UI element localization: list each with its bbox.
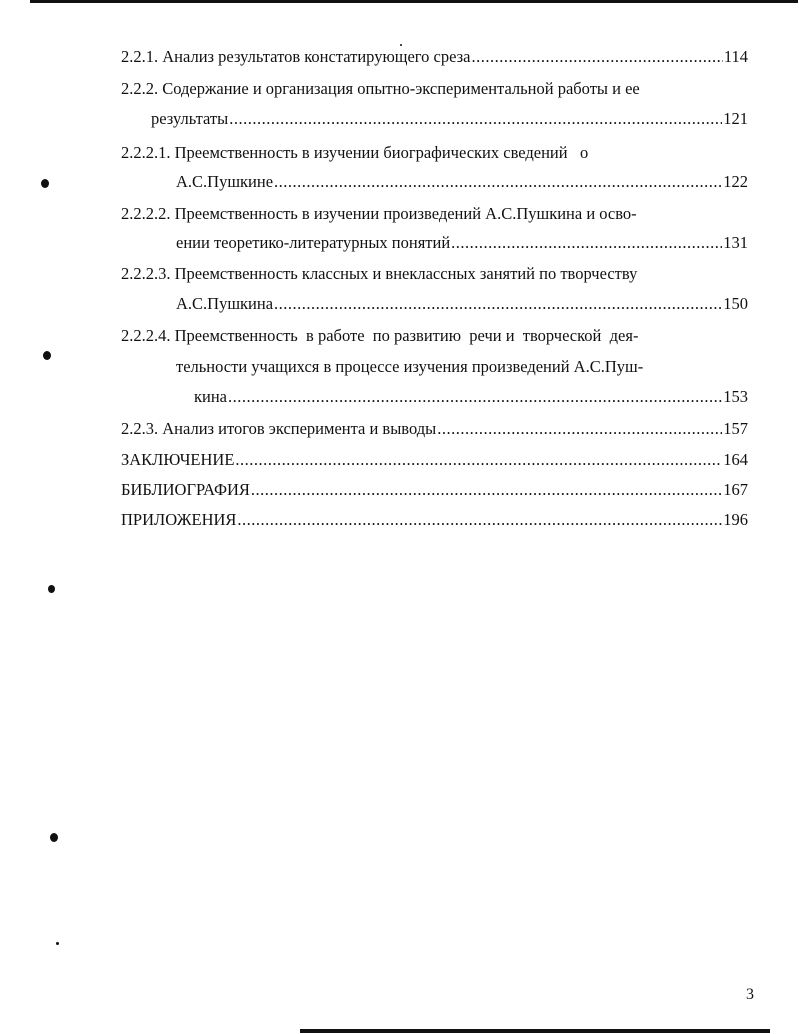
toc-entry [176,294,748,314]
toc-entry [151,109,748,129]
toc-page-number: 164 [723,450,748,469]
top-scan-edge [30,0,798,3]
toc-page-number: 150 [723,294,748,313]
toc-leader-dots [235,450,722,470]
toc-page-number: 157 [723,419,748,438]
toc-entry-title-line: 2.2.2.2. Преемственность в изучении произведений А.С.Пушкина и осво- [121,204,637,223]
toc-page-number: 114 [723,47,748,66]
toc-page-number: 121 [723,109,748,128]
page-number: 3 [746,986,754,1003]
toc-entry-title: 2.2.1. Анализ результатов констатирующего среза [121,47,471,66]
toc-leader-dots [229,109,722,129]
toc-entry [194,387,748,407]
toc-entry [176,233,748,253]
toc-entry-title: А.С.Пушкина [176,294,274,313]
toc-leader-dots [451,233,722,253]
toc-page-number: 122 [723,172,748,191]
scan-speck [48,585,55,593]
toc-entry-title-line: 2.2.2. Содержание и организация опытно-экспериментальной работы и ее [121,79,640,98]
toc-entry-title-line: 2.2.2.1. Преемственность в изучении биографических сведений о [121,143,589,162]
scan-speck [41,179,49,188]
toc-entry-title: ЗАКЛЮЧЕНИЕ [121,450,235,469]
scan-speck [400,44,402,46]
toc-leader-dots [251,480,722,500]
toc-entry [121,510,748,530]
toc-leader-dots [228,387,722,407]
toc-leader-dots [274,294,722,314]
toc-entry-title-line: 2.2.2.3. Преемственность классных и внеклассных занятий по творчеству [121,264,638,283]
scan-speck [43,351,51,360]
toc-leader-dots [471,47,722,67]
toc-entry [121,47,748,67]
bottom-scan-edge [300,1029,770,1033]
toc-entry-title: кина [194,387,227,406]
toc-leader-dots [437,419,722,439]
scan-speck [50,833,58,842]
toc-leader-dots [237,510,722,530]
toc-entry-title: ении теоретико-литературных понятий [176,233,451,252]
toc-page-number: 167 [723,480,748,499]
toc-page-number: 131 [723,233,748,252]
toc-entry [176,172,748,192]
toc-entry-title-line: 2.2.2.4. Преемственность в работе по развитию речи и творческой дея- [121,326,639,345]
toc-entry-title: результаты [151,109,229,128]
toc-page-number: 196 [723,510,748,529]
toc-entry [121,419,748,439]
toc-entry [121,480,748,500]
scan-speck [56,942,59,945]
toc-entry-title: БИБЛИОГРАФИЯ [121,480,250,499]
toc-entry-title-line: тельности учащихся в процессе изучения произведений А.С.Пуш- [176,357,644,376]
toc-entry-title: 2.2.3. Анализ итогов эксперимента и выводы [121,419,437,438]
toc-entry-title: ПРИЛОЖЕНИЯ [121,510,237,529]
toc-leader-dots [274,172,722,192]
toc-page-number: 153 [723,387,748,406]
toc-entry [121,450,748,470]
toc-entry-title: А.С.Пушкине [176,172,274,191]
